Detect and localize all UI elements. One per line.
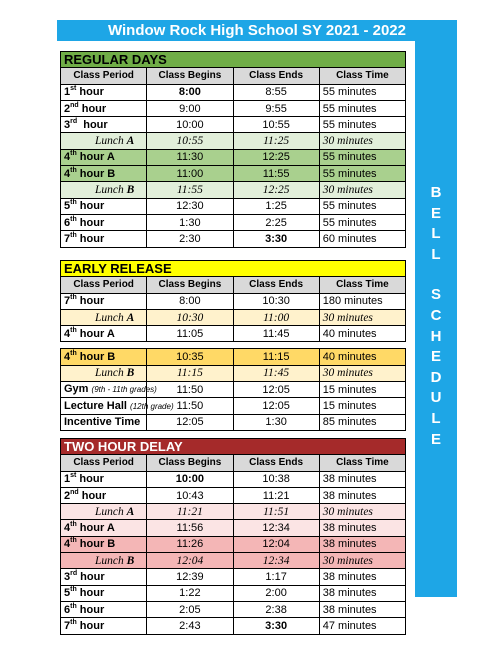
period-cell: 6th hour — [61, 601, 147, 617]
col-header-ends: Class Ends — [233, 455, 319, 471]
begins-cell: 11:00 — [147, 166, 233, 182]
begins-cell: 10:30 — [147, 309, 233, 325]
period-cell: 2nd hour — [61, 487, 147, 503]
schedule-row — [61, 471, 406, 487]
duration-cell: 55 minutes — [319, 117, 405, 133]
banner-letter: E — [430, 204, 441, 222]
period-cell: 4th hour A — [61, 520, 147, 536]
period-cell: 2nd hour — [61, 100, 147, 116]
ends-cell: 1:25 — [233, 198, 319, 214]
col-header-ends: Class Ends — [233, 68, 319, 84]
duration-cell: 38 minutes — [319, 536, 405, 552]
duration-cell: 55 minutes — [319, 214, 405, 230]
duration-cell: 40 minutes — [319, 349, 405, 365]
begins-cell: 10:35 — [147, 349, 233, 365]
early-release-table — [60, 260, 406, 431]
banner-letter: L — [431, 409, 441, 427]
schedule-row — [61, 601, 406, 617]
col-header-begins: Class Begins — [147, 455, 233, 471]
period-cell: Lunch A — [61, 133, 147, 149]
lunch-row — [61, 133, 406, 149]
begins-cell: 11:56 — [147, 520, 233, 536]
begins-cell: 2:43 — [147, 618, 233, 634]
begins-cell: 11:26 — [147, 536, 233, 552]
schedule-row — [61, 198, 406, 214]
ends-cell: 11:25 — [233, 133, 319, 149]
ends-cell: 1:30 — [233, 414, 319, 430]
period-cell: 4th hour A — [61, 326, 147, 342]
begins-cell: 12:30 — [147, 198, 233, 214]
ends-cell: 12:04 — [233, 536, 319, 552]
duration-cell: 30 minutes — [319, 365, 405, 381]
schedule-row — [61, 100, 406, 116]
col-header-period: Class Period — [61, 455, 147, 471]
schedule-row — [61, 326, 406, 342]
banner-letter: E — [430, 348, 441, 366]
ends-cell: 2:00 — [233, 585, 319, 601]
duration-cell: 180 minutes — [319, 293, 405, 309]
duration-cell: 85 minutes — [319, 414, 405, 430]
schedule-row — [61, 117, 406, 133]
begins-cell: 11:50 — [147, 382, 233, 398]
schedule-row — [61, 414, 406, 430]
banner-letter: U — [430, 389, 442, 407]
ends-cell: 3:30 — [233, 618, 319, 634]
period-cell: 1st hour — [61, 84, 147, 100]
duration-cell: 60 minutes — [319, 231, 405, 247]
banner-letter: S — [430, 286, 441, 304]
banner-letter: H — [430, 327, 442, 345]
period-cell: Lunch A — [61, 309, 147, 325]
duration-cell: 38 minutes — [319, 471, 405, 487]
ends-cell: 12:34 — [233, 520, 319, 536]
period-cell: 5th hour — [61, 585, 147, 601]
schedule-row — [61, 166, 406, 182]
ends-cell: 2:25 — [233, 214, 319, 230]
ends-cell: 3:30 — [233, 231, 319, 247]
col-header-period: Class Period — [61, 68, 147, 84]
banner-letter: E — [430, 430, 441, 448]
banner-letter: D — [430, 368, 442, 386]
duration-cell: 38 minutes — [319, 569, 405, 585]
section-heading: EARLY RELEASE — [61, 261, 406, 277]
two-hour-delay-table — [60, 438, 406, 635]
period-cell: 7th hour — [61, 231, 147, 247]
begins-cell: 12:05 — [147, 414, 233, 430]
duration-cell: 40 minutes — [319, 326, 405, 342]
page-title: Window Rock High School SY 2021 - 2022 — [57, 20, 457, 41]
col-header-begins: Class Begins — [147, 277, 233, 293]
period-cell: Lunch A — [61, 504, 147, 520]
duration-cell: 55 minutes — [319, 166, 405, 182]
side-banner-text — [415, 183, 457, 450]
schedule-row — [61, 349, 406, 365]
ends-cell: 1:17 — [233, 569, 319, 585]
ends-cell: 11:55 — [233, 166, 319, 182]
regular-days-table — [60, 51, 406, 248]
ends-cell: 11:45 — [233, 326, 319, 342]
schedule-row — [61, 382, 406, 398]
schedule-row — [61, 149, 406, 165]
schedule-row — [61, 214, 406, 230]
lunch-row — [61, 504, 406, 520]
schedule-row — [61, 398, 406, 414]
banner-letter: C — [430, 306, 442, 324]
ends-cell: 9:55 — [233, 100, 319, 116]
period-cell: Lunch B — [61, 365, 147, 381]
section-heading: TWO HOUR DELAY — [61, 439, 406, 455]
begins-cell: 2:05 — [147, 601, 233, 617]
col-header-ends: Class Ends — [233, 277, 319, 293]
duration-cell: 38 minutes — [319, 487, 405, 503]
section-heading: REGULAR DAYS — [61, 52, 406, 68]
duration-cell: 55 minutes — [319, 84, 405, 100]
banner-letter: L — [431, 225, 441, 243]
period-cell: 3rd hour — [61, 117, 147, 133]
begins-cell: 11:15 — [147, 365, 233, 381]
begins-cell: 1:30 — [147, 214, 233, 230]
begins-cell: 11:05 — [147, 326, 233, 342]
duration-cell: 30 minutes — [319, 553, 405, 569]
col-header-begins: Class Begins — [147, 68, 233, 84]
period-cell: Lunch B — [61, 182, 147, 198]
ends-cell: 12:05 — [233, 382, 319, 398]
col-header-time: Class Time — [319, 455, 405, 471]
period-cell: 4th hour B — [61, 349, 147, 365]
ends-cell: 11:15 — [233, 349, 319, 365]
begins-cell: 12:04 — [147, 553, 233, 569]
schedule-row — [61, 569, 406, 585]
period-cell: Lunch B — [61, 553, 147, 569]
ends-cell: 11:21 — [233, 487, 319, 503]
lunch-row — [61, 365, 406, 381]
period-cell: 5th hour — [61, 198, 147, 214]
ends-cell: 12:34 — [233, 553, 319, 569]
ends-cell: 10:30 — [233, 293, 319, 309]
lunch-row — [61, 553, 406, 569]
begins-cell: 11:30 — [147, 149, 233, 165]
period-cell: 7th hour — [61, 618, 147, 634]
schedule-row — [61, 618, 406, 634]
col-header-time: Class Time — [319, 68, 405, 84]
begins-cell: 2:30 — [147, 231, 233, 247]
duration-cell: 30 minutes — [319, 182, 405, 198]
begins-cell: 8:00 — [147, 293, 233, 309]
col-header-time: Class Time — [319, 277, 405, 293]
ends-cell: 11:51 — [233, 504, 319, 520]
duration-cell: 30 minutes — [319, 504, 405, 520]
period-cell: Lecture Hall (12th grade) — [61, 398, 147, 414]
ends-cell: 10:38 — [233, 471, 319, 487]
duration-cell: 30 minutes — [319, 309, 405, 325]
col-header-period: Class Period — [61, 277, 147, 293]
begins-cell: 8:00 — [147, 84, 233, 100]
period-cell: 4th hour B — [61, 536, 147, 552]
duration-cell: 55 minutes — [319, 149, 405, 165]
begins-cell: 11:55 — [147, 182, 233, 198]
duration-cell: 38 minutes — [319, 601, 405, 617]
ends-cell: 12:25 — [233, 182, 319, 198]
duration-cell: 47 minutes — [319, 618, 405, 634]
begins-cell: 1:22 — [147, 585, 233, 601]
ends-cell: 12:05 — [233, 398, 319, 414]
period-cell: Gym (9th - 11th grades) — [61, 382, 147, 398]
banner-letter: B — [430, 184, 442, 201]
ends-cell: 12:25 — [233, 149, 319, 165]
begins-cell: 9:00 — [147, 100, 233, 116]
begins-cell: 11:50 — [147, 398, 233, 414]
duration-cell: 38 minutes — [319, 585, 405, 601]
duration-cell: 30 minutes — [319, 133, 405, 149]
period-cell: 3rd hour — [61, 569, 147, 585]
ends-cell: 11:45 — [233, 365, 319, 381]
ends-cell: 2:38 — [233, 601, 319, 617]
period-cell: 6th hour — [61, 214, 147, 230]
period-cell: 1st hour — [61, 471, 147, 487]
begins-cell: 10:00 — [147, 471, 233, 487]
ends-cell: 8:55 — [233, 84, 319, 100]
banner-letter: L — [431, 245, 441, 263]
schedule-row — [61, 487, 406, 503]
period-cell: 4th hour A — [61, 149, 147, 165]
schedule-row — [61, 585, 406, 601]
period-cell: 7th hour — [61, 293, 147, 309]
begins-cell: 10:00 — [147, 117, 233, 133]
schedule-row — [61, 520, 406, 536]
duration-cell: 15 minutes — [319, 398, 405, 414]
period-cell: Incentive Time — [61, 414, 147, 430]
ends-cell: 11:00 — [233, 309, 319, 325]
duration-cell: 55 minutes — [319, 198, 405, 214]
duration-cell: 38 minutes — [319, 520, 405, 536]
schedule-row — [61, 293, 406, 309]
schedule-row — [61, 231, 406, 247]
begins-cell: 11:21 — [147, 504, 233, 520]
period-cell: 4th hour B — [61, 166, 147, 182]
begins-cell: 12:39 — [147, 569, 233, 585]
begins-cell: 10:43 — [147, 487, 233, 503]
schedule-row — [61, 536, 406, 552]
begins-cell: 10:55 — [147, 133, 233, 149]
schedule-row — [61, 84, 406, 100]
lunch-row — [61, 182, 406, 198]
duration-cell: 55 minutes — [319, 100, 405, 116]
ends-cell: 10:55 — [233, 117, 319, 133]
duration-cell: 15 minutes — [319, 382, 405, 398]
lunch-row — [61, 309, 406, 325]
